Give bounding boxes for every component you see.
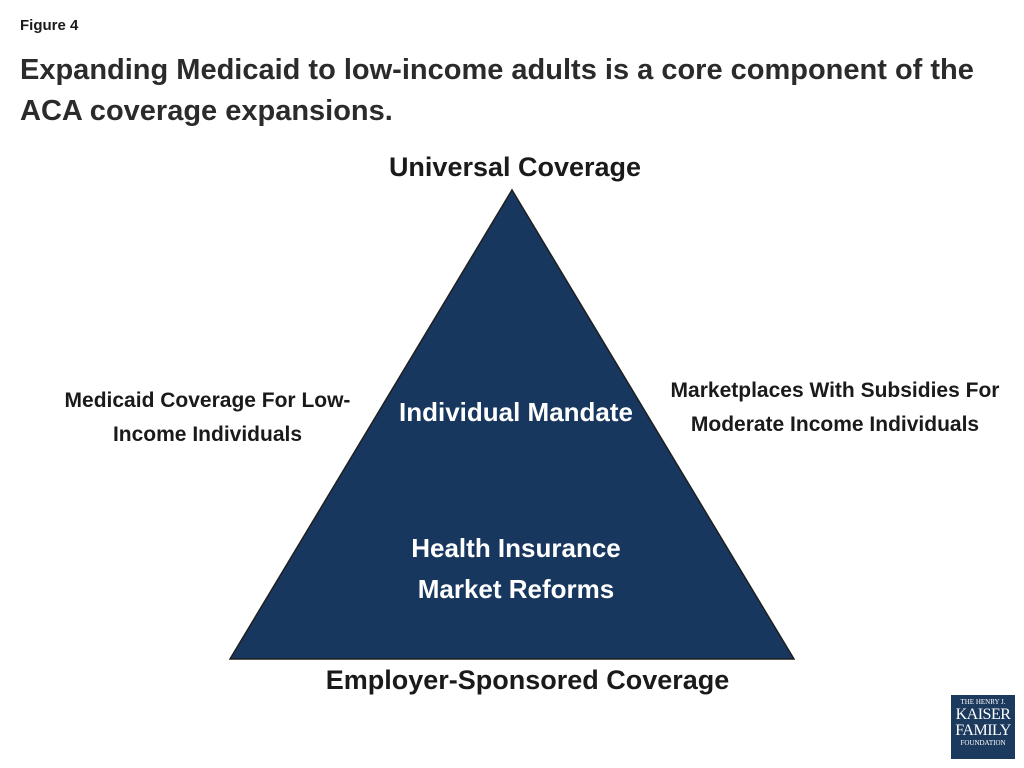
kaiser-family-foundation-logo [951,695,1015,759]
figure-label: Figure 4 [20,17,79,34]
base-label: Employer-Sponsored Coverage [325,665,730,695]
apex-label: Universal Coverage [388,152,642,182]
logo-line-1: THE HENRY J. [960,698,1006,706]
logo-line-4: FOUNDATION [960,739,1006,747]
market-reforms-label: Health Insurance Market Reforms [411,533,621,604]
individual-mandate-label: Individual Mandate [398,397,634,427]
logo-line-2: KAISER [955,706,1011,723]
slide-title: Expanding Medicaid to low-income adults is a core component of the ACA coverage expansions. [20,54,974,127]
medicaid-coverage-label: Medicaid Coverage For Low-Income Individuals [64,389,351,446]
marketplaces-label: Marketplaces With Subsidies For Moderate Income Individuals [670,379,1000,436]
logo-line-3: FAMILY [955,722,1011,739]
